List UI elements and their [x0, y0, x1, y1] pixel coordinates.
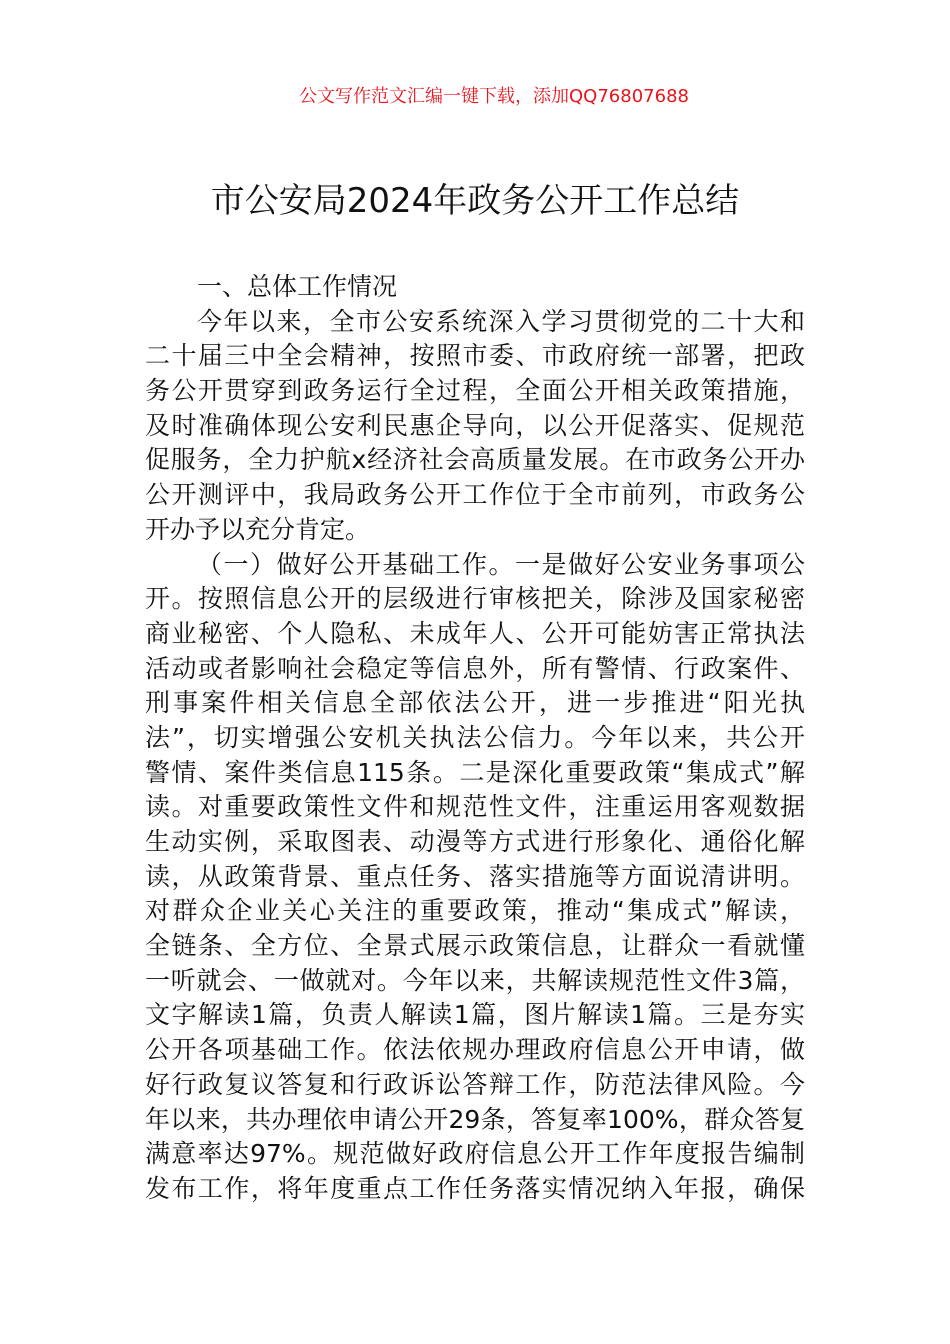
paragraph-line: （一）做好公开基础工作。一是做好公安业务事项公 — [197, 549, 805, 579]
paragraph-line: 生动实例，采取图表、动漫等方式进行形象化、通俗化解 — [145, 827, 805, 856]
download-banner[interactable]: 公文写作范文汇编一键下载，添加QQ76807688 — [299, 86, 689, 107]
paragraph-line: 读，从政策背景、重点任务、落实措施等方面说清讲明。 — [145, 861, 805, 891]
paragraph-line: 发布工作，将年度重点工作任务落实情况纳入年报，确保 — [145, 1173, 805, 1203]
section-heading: 一、总体工作情况 — [197, 272, 398, 301]
paragraph-line: 公开各项基础工作。依法依规办理政府信息公开申请，做 — [145, 1035, 805, 1065]
document-body — [145, 270, 805, 1207]
paragraph-line: 开办予以充分肯定。 — [145, 514, 371, 544]
document-title: 市公安局2024年政务公开工作总结 — [210, 181, 740, 221]
paragraph-line: 公开测评中，我局政务公开工作位于全市前列，市政务公 — [145, 480, 805, 510]
paragraph-line: 二十届三中全会精神，按照市委、市政府统一部署，把政 — [145, 341, 805, 371]
paragraph-line: 务公开贯穿到政务运行全过程，全面公开相关政策措施， — [145, 376, 805, 406]
paragraph-line: 今年以来，全市公安系统深入学习贯彻党的二十大和 — [197, 306, 805, 336]
paragraph-line: 一听就会、一做就对。今年以来，共解读规范性文件3篇， — [145, 965, 805, 995]
paragraph-line: 对群众企业关心关注的重要政策，推动“集成式”解读， — [145, 896, 805, 926]
paragraph-line: 刑事案件相关信息全部依法公开，进一步推进“阳光执 — [145, 688, 805, 718]
paragraph-line: 法”，切实增强公安机关执法公信力。今年以来，共公开 — [145, 722, 805, 752]
paragraph-line: 好行政复议答复和行政诉讼答辩工作，防范法律风险。今 — [145, 1069, 805, 1099]
paragraph-line: 及时准确体现公安利民惠企导向，以公开促落实、促规范 — [145, 410, 805, 440]
paragraph-line: 全链条、全方位、全景式展示政策信息，让群众一看就懂 — [145, 931, 805, 961]
paragraph-line: 年以来，共办理依申请公开29条，答复率100%，群众答复 — [145, 1104, 805, 1134]
paragraph-line: 文字解读1篇，负责人解读1篇，图片解读1篇。三是夯实 — [145, 1000, 805, 1030]
paragraph-line: 商业秘密、个人隐私、未成年人、公开可能妨害正常执法 — [145, 618, 805, 648]
paragraph-line: 促服务，全力护航x经济社会高质量发展。在市政务公开办 — [145, 445, 805, 475]
paragraph-line: 活动或者影响社会稳定等信息外，所有警情、行政案件、 — [145, 653, 805, 683]
paragraph-line: 开。按照信息公开的层级进行审核把关，除涉及国家秘密 — [145, 584, 805, 614]
paragraph-line: 满意率达97%。规范做好政府信息公开工作年度报告编制 — [145, 1139, 805, 1169]
paragraph-line: 读。对重要政策性文件和规范性文件，注重运用客观数据 — [145, 792, 805, 822]
paragraph-line: 警情、案件类信息115条。二是深化重要政策“集成式”解 — [145, 757, 805, 787]
